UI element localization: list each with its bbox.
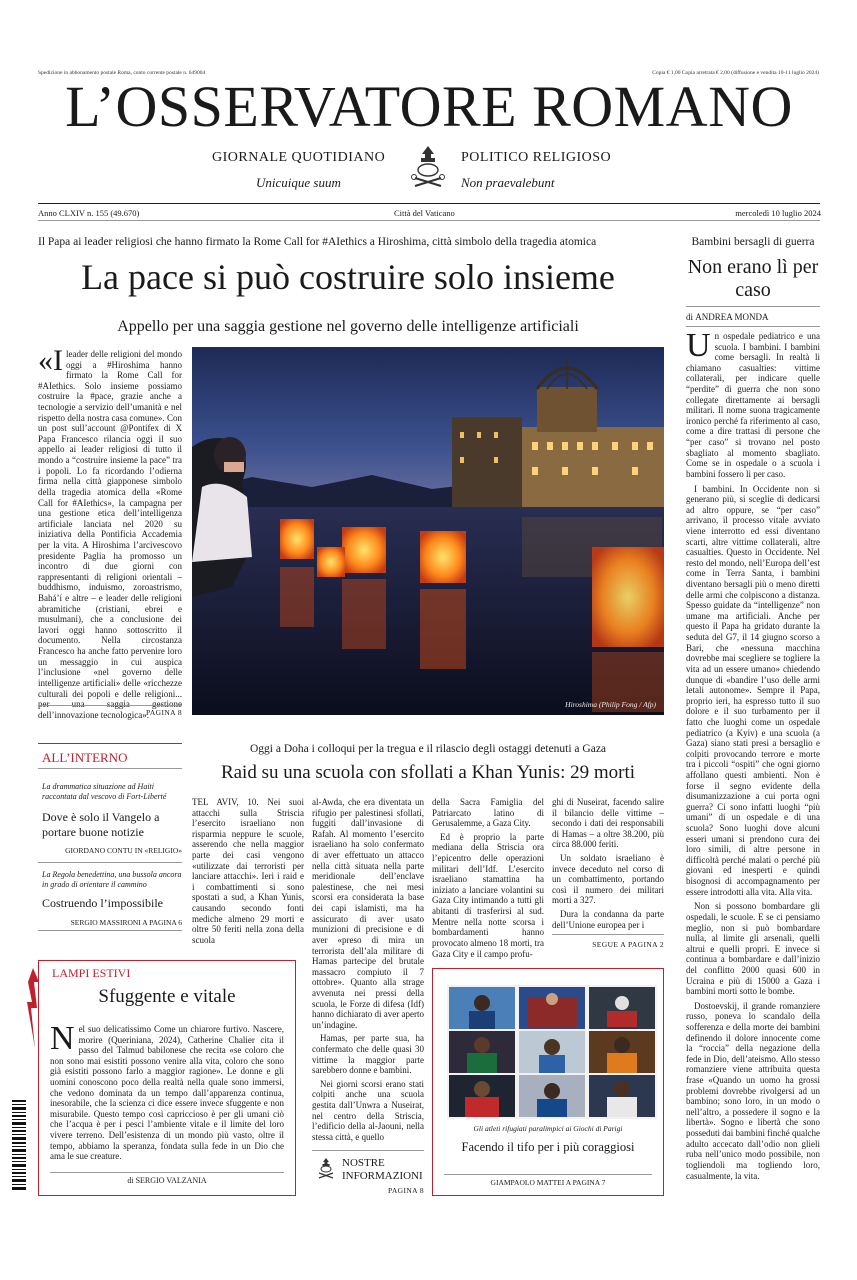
- papal-emblem-small-icon: [314, 1156, 338, 1180]
- photo-caption: Hiroshima (Philip Fong / Afp): [565, 700, 656, 709]
- motto-left: Unicuique suum: [256, 175, 341, 190]
- athletes-credit[interactable]: GIAMPAOLO MATTEI A PAGINA 7: [490, 1178, 606, 1187]
- city: Città del Vaticano: [394, 208, 455, 218]
- subtitle-right: POLITICO RELIGIOSO: [461, 150, 612, 165]
- lead-subhead: Appello per una saggia gestione nel governo delle intelligenze artificiali: [117, 318, 579, 335]
- postal-info: Spedizione in abbonamento postale Roma, conto corrente postale n. 649004: [38, 70, 206, 76]
- inside-item2-credit[interactable]: SERGIO MASSIRONI A PAGINA 6: [70, 918, 182, 927]
- lead-page-ref[interactable]: PAGINA 8: [145, 708, 182, 717]
- athletes-headline[interactable]: Facendo il tifo per i più coraggiosi: [461, 1140, 635, 1154]
- inside-item1-title[interactable]: Dove è solo il Vangelo a portare buone notizie: [42, 810, 160, 839]
- gaza-col4: ghi di Nuseirat, facendo salire il bilancio delle vittime – secondo i dati dei responsabili di Hamas – a oltre 38.200, più circa 88.000 feriti. Un soldato israeliano è invece deceduto nel corso di un combattimento, portando così il numero dei militari morti a 327. Dura la condanna da parte dell’Unione europea per i: [552, 797, 664, 930]
- inside-item1-credit[interactable]: GIORDANO CONTU IN «RELIGIO»: [65, 846, 182, 855]
- lead-body: «Ileader delle religioni del mondo oggi a #Hiroshima hanno firmato la Rome Call for #AIethics. Solo insieme possiamo costruire la #pace, grazie anche a tecnologie a servizio dell’umanità e nel rispetto della nostra casa comune». Con un post sull’account @Pontifex di X Papa Francesco rilancia oggi il suo appello ai leader religiosi di tutto il mondo a “costruire insieme la pace” tra i popoli. Lo fa ricordando l’odierna firma nella città giapponese simbolo della tragedia atomica della «Rome Call for #AIethics», la campagna per una gestione etica dell’intelligenza artificiale lanciata nel 2020 su iniziativa della Pontificia Accademia per la vita. A Hiroshima l’arcivescovo presidente Paglia ha promosso un incontro di due giorni con rappresentanti di religioni orientali – buddhismo, induismo, zoroastrismo, Bahá’í e altre – e leader delle religioni abramitiche (cristiani, ebrei e musulmani), che a conclusione dei lavori oggi hanno sottoscritto il documento. Nella circostanza Francesco ha anche fatto pervenire loro un messaggio in cui auspica l’inclusione «nel governo delle intelligenze artificiali» delle «ricchezze culturali dei popoli e delle religioni... dell’innovazione tecnologica».: [38, 344, 182, 720]
- issue-number: Anno CLXIV n. 155 (49.670): [38, 208, 140, 218]
- date: mercoledì 10 luglio 2024: [735, 208, 821, 218]
- lampi-body: Nel suo delicatissimo Come un chiarore furtivo. Nascere, morire (Queriniana, 2024), Catherine Chalier cita il passo del Talmud babilonese che recita «se coloro che non sono mai esistiti possono venire alla vita, coloro che sono già esistiti possono farlo a maggior ragione». Le donne e gli uomini conoscono poco della realtà nella quale sono immersi, che vedono dominata da un tempo dall’apparenza continua, inesorabile, che la scienza ci dice essere invece sfuggente e non misurabile. Questo tempo così capriccioso è per gli umani ciò che l’acqua è per i pesci l’ambiente vitale e il limite del loro vivere terreno. Dell’esistenza di un mondo più vasto, oltre il tempo, abbiamo la speranza, fondata sulla fede in un Dio che ama le sue creature.: [50, 1020, 284, 1162]
- gaza-headline: Raid su una scuola con sfollati a Khan Yunis: 29 morti: [220, 762, 636, 783]
- price-info: Copia € 1,00 Copia arretrata € 2,00 (diffusione e vendita 10-11 luglio 2024): [652, 70, 819, 76]
- masthead: L’OSSERVATORE ROMANO: [65, 74, 793, 139]
- editorial-headline: Non erano lì per caso: [687, 256, 819, 301]
- editorial-body: Un ospedale pediatrico e una scuola. I bambini. I bambini come bersagli. In realtà li chiamano casualties: vittime collaterali, per indicare quelle “perdite” di guerra che non sono collegate direttamente ai bersagli militari. Il nome suona tragicamente ironico perché fa riferimento al caso, come a dire trattasi di persone che “per caso” si trovano nel posto sbagliato al momento sbagliato. Come se in ospedale o a scuola i bambini fossero lì per caso. I bambini. In Occidente non si generano più, si sceglie di dedicarsi ad altro oppure, se “per caso” arrivano, il processo vitale avviato viene interrotto ed essi diventano scarti, altre vittime collaterali, altre casualties. Questo in Occidente. Nel resto del mondo, nell’Europa dell’est come in Terra Santa, i bambini diventano bersagli più o meno diretti delle armi che colpiscono a distanza. Spesso guidate da “intelligenze” non umane ma artificiali. Anche per questo il Papa ha gridato durante la seduta del G7, il 14 giugno scorso a Bari, che «nessuna macchina dovrebbe mai scegliere se togliere la vita ad un essere umano» chiedendo dunque di «bandire l’uso delle armi letali autonome». Sempre il Papa, proprio ieri, ha espresso tutto il suo dolore e il suo turbamento per il fatto che luoghi come un ospedale pediatrico (a Kyiv) e una scuola (a Gaza) siano stati presi a bersaglio e colpiti provocando terrore e morte tra i piccoli “ospiti” che ogni giorno affollano questi ambienti. Non è forse il segno evidente della disumanizzazione a cui porta ogni guerra? Ci sono infatti luoghi “più umani” di un ospedale e di una scuola? Sono luoghi dove alcuni esseri umani si prendono cura dei loro simili, di altre persone in difficoltà perché malati o perché più giovani ed inesperti e quindi bisognosi di accompagnamento per essere introdotti alla vita. Alla vita. Non si possono bombardare gli ospedali, le scuole. E se ci pensiamo meglio, non si può bombardare nulla, al limite gli arsenali, quelli altrui e quelli propri. E invece si continua a bombardare e dall’inizio del conflitto 2000 quasi 600 in Ucraina e più di 15000 a Gaza i bambini morti sotto le bombe. Dostoevskij, il grande romanziere russo, poneva lo scandalo della sofferenza e della morte dei bambini definendo il dolore innocente come la “roccia” della negazione della fede in Dio, dell’ateismo. Allo stesso romanziere viene attribuita questa frase «Quando un uomo ha grossi problemi dovrebbe rivolgersi ad un bambino; sono loro, in un modo o nell’altro, a possedere il sogno e la libertà». Sogno e libertà che sono posseduti dai bambini finché qualche adulto accecato dall’odio non glieli ruba nell’unico modo possibile, non togliendoli ma togliendo loro, casualmente, la vita.: [686, 327, 820, 1181]
- hiroshima-photo: [192, 347, 664, 715]
- editorial-kicker: Bambini bersagli di guerra: [691, 236, 815, 248]
- inside-label: ALL’INTERNO: [42, 750, 128, 765]
- athletes-photo-grid: [447, 985, 657, 1119]
- motto-right: Non praevalebunt: [461, 175, 555, 190]
- lampi-label: LAMPI ESTIVI: [52, 966, 131, 980]
- lead-kicker: Il Papa ai leader religiosi che hanno firmato la Rome Call for #AIethics a Hiroshima, città simbolo della tragedia atomica: [38, 236, 597, 248]
- gaza-continue[interactable]: SEGUE A PAGINA 2: [592, 940, 664, 949]
- lampi-byline: di SERGIO VALZANIA: [127, 1176, 207, 1185]
- inside-item1-kicker: La drammatica situazione ad Haiti raccontata dal vescovo di Fort-Liberté: [42, 782, 167, 802]
- inside-item2-kicker: La Regola benedettina, una bussola ancora in grado di orientare il cammino: [42, 870, 182, 890]
- lampi-headline: Sfuggente e vitale: [98, 986, 236, 1007]
- subtitle-left: GIORNALE QUOTIDIANO: [212, 150, 386, 165]
- inside-item2-title[interactable]: Costruendo l’impossibile: [42, 896, 163, 910]
- lead-headline: La pace si può costruire solo insieme: [81, 257, 615, 297]
- papal-emblem-icon: [403, 142, 453, 192]
- barcode-icon: [12, 1100, 26, 1190]
- nostre-page-ref[interactable]: PAGINA 8: [387, 1186, 424, 1195]
- gaza-col2: al-Awda, che era diventata un rifugio per palestinesi sfollati, fuggiti dall’invasione di Rafah. Al momento l’esercito israeliano ha solo confermato di aver effettuato un attacco nella città situata nella parte meridionale dell’enclave palestinese, che nei mesi scorsi era considerata la base dei capi islamisti, ma ha assicurato di aver usato munizioni di precisione e di aver «preso di mira un terrorista dell’ala militare di Hamas partecipe del brutale massacro compiuto il 7 ottobre». Quanto alla strage avvenuta nei pressi della scuola, le Forze di difesa (Idf) hanno dichiarato di aver aperto un’indagine. Hamas, per parte sua, ha confermato che delle quasi 30 vittime la maggior parte sarebbero donne e bambini. Nei giorni scorsi erano stati colpiti anche una scuola gestita dall’Unwra a Nuseirat, nel centro della Striscia, l’edificio della al-Jaouni, nella stessa città, e quello: [312, 797, 424, 1142]
- lightning-icon: [26, 968, 40, 1048]
- gaza-col3: della Sacra Famiglia del Patriarcato latino di Gerusalemme, a Gaza City. Ed è proprio la parte mediana della Striscia ora l’epicentro delle operazioni militari dell’Idf. L’esercito israeliano stamattina ha iniziato a lanciare volantini su Gaza City intimando a tutti gli abitanti di trasferirsi al sud. Mentre nella notte scorsa i bombardamenti hanno provocato almeno 18 morti, tra Gaza City e il campo profu-: [432, 797, 544, 959]
- nostre-informazioni-title[interactable]: NOSTRE INFORMAZIONI: [342, 1157, 423, 1182]
- lead-dropcap: «I: [38, 344, 63, 377]
- athletes-caption: Gli atleti rifugiati paralimpici ai Giochi di Parigi: [473, 1124, 623, 1133]
- gaza-kicker: Oggi a Doha i colloqui per la tregua e il rilascio degli ostaggi detenuti a Gaza: [249, 743, 607, 755]
- editorial-byline: di ANDREA MONDA: [686, 312, 769, 322]
- gaza-col1: TEL AVIV, 10. Nei suoi attacchi sulla Striscia l’esercito israeliano non risparmia neppure le scuole, asserendo che nella maggior parte dei casi vengono «utilizzate dai terroristi per lanciare attacchi». Ieri i raid e i combattimenti si sono spostati a sud, a Khan Yunis, causando secondo fonti mediche almeno 29 morti e oltre 50 feriti nella zona della scuola: [192, 797, 304, 945]
